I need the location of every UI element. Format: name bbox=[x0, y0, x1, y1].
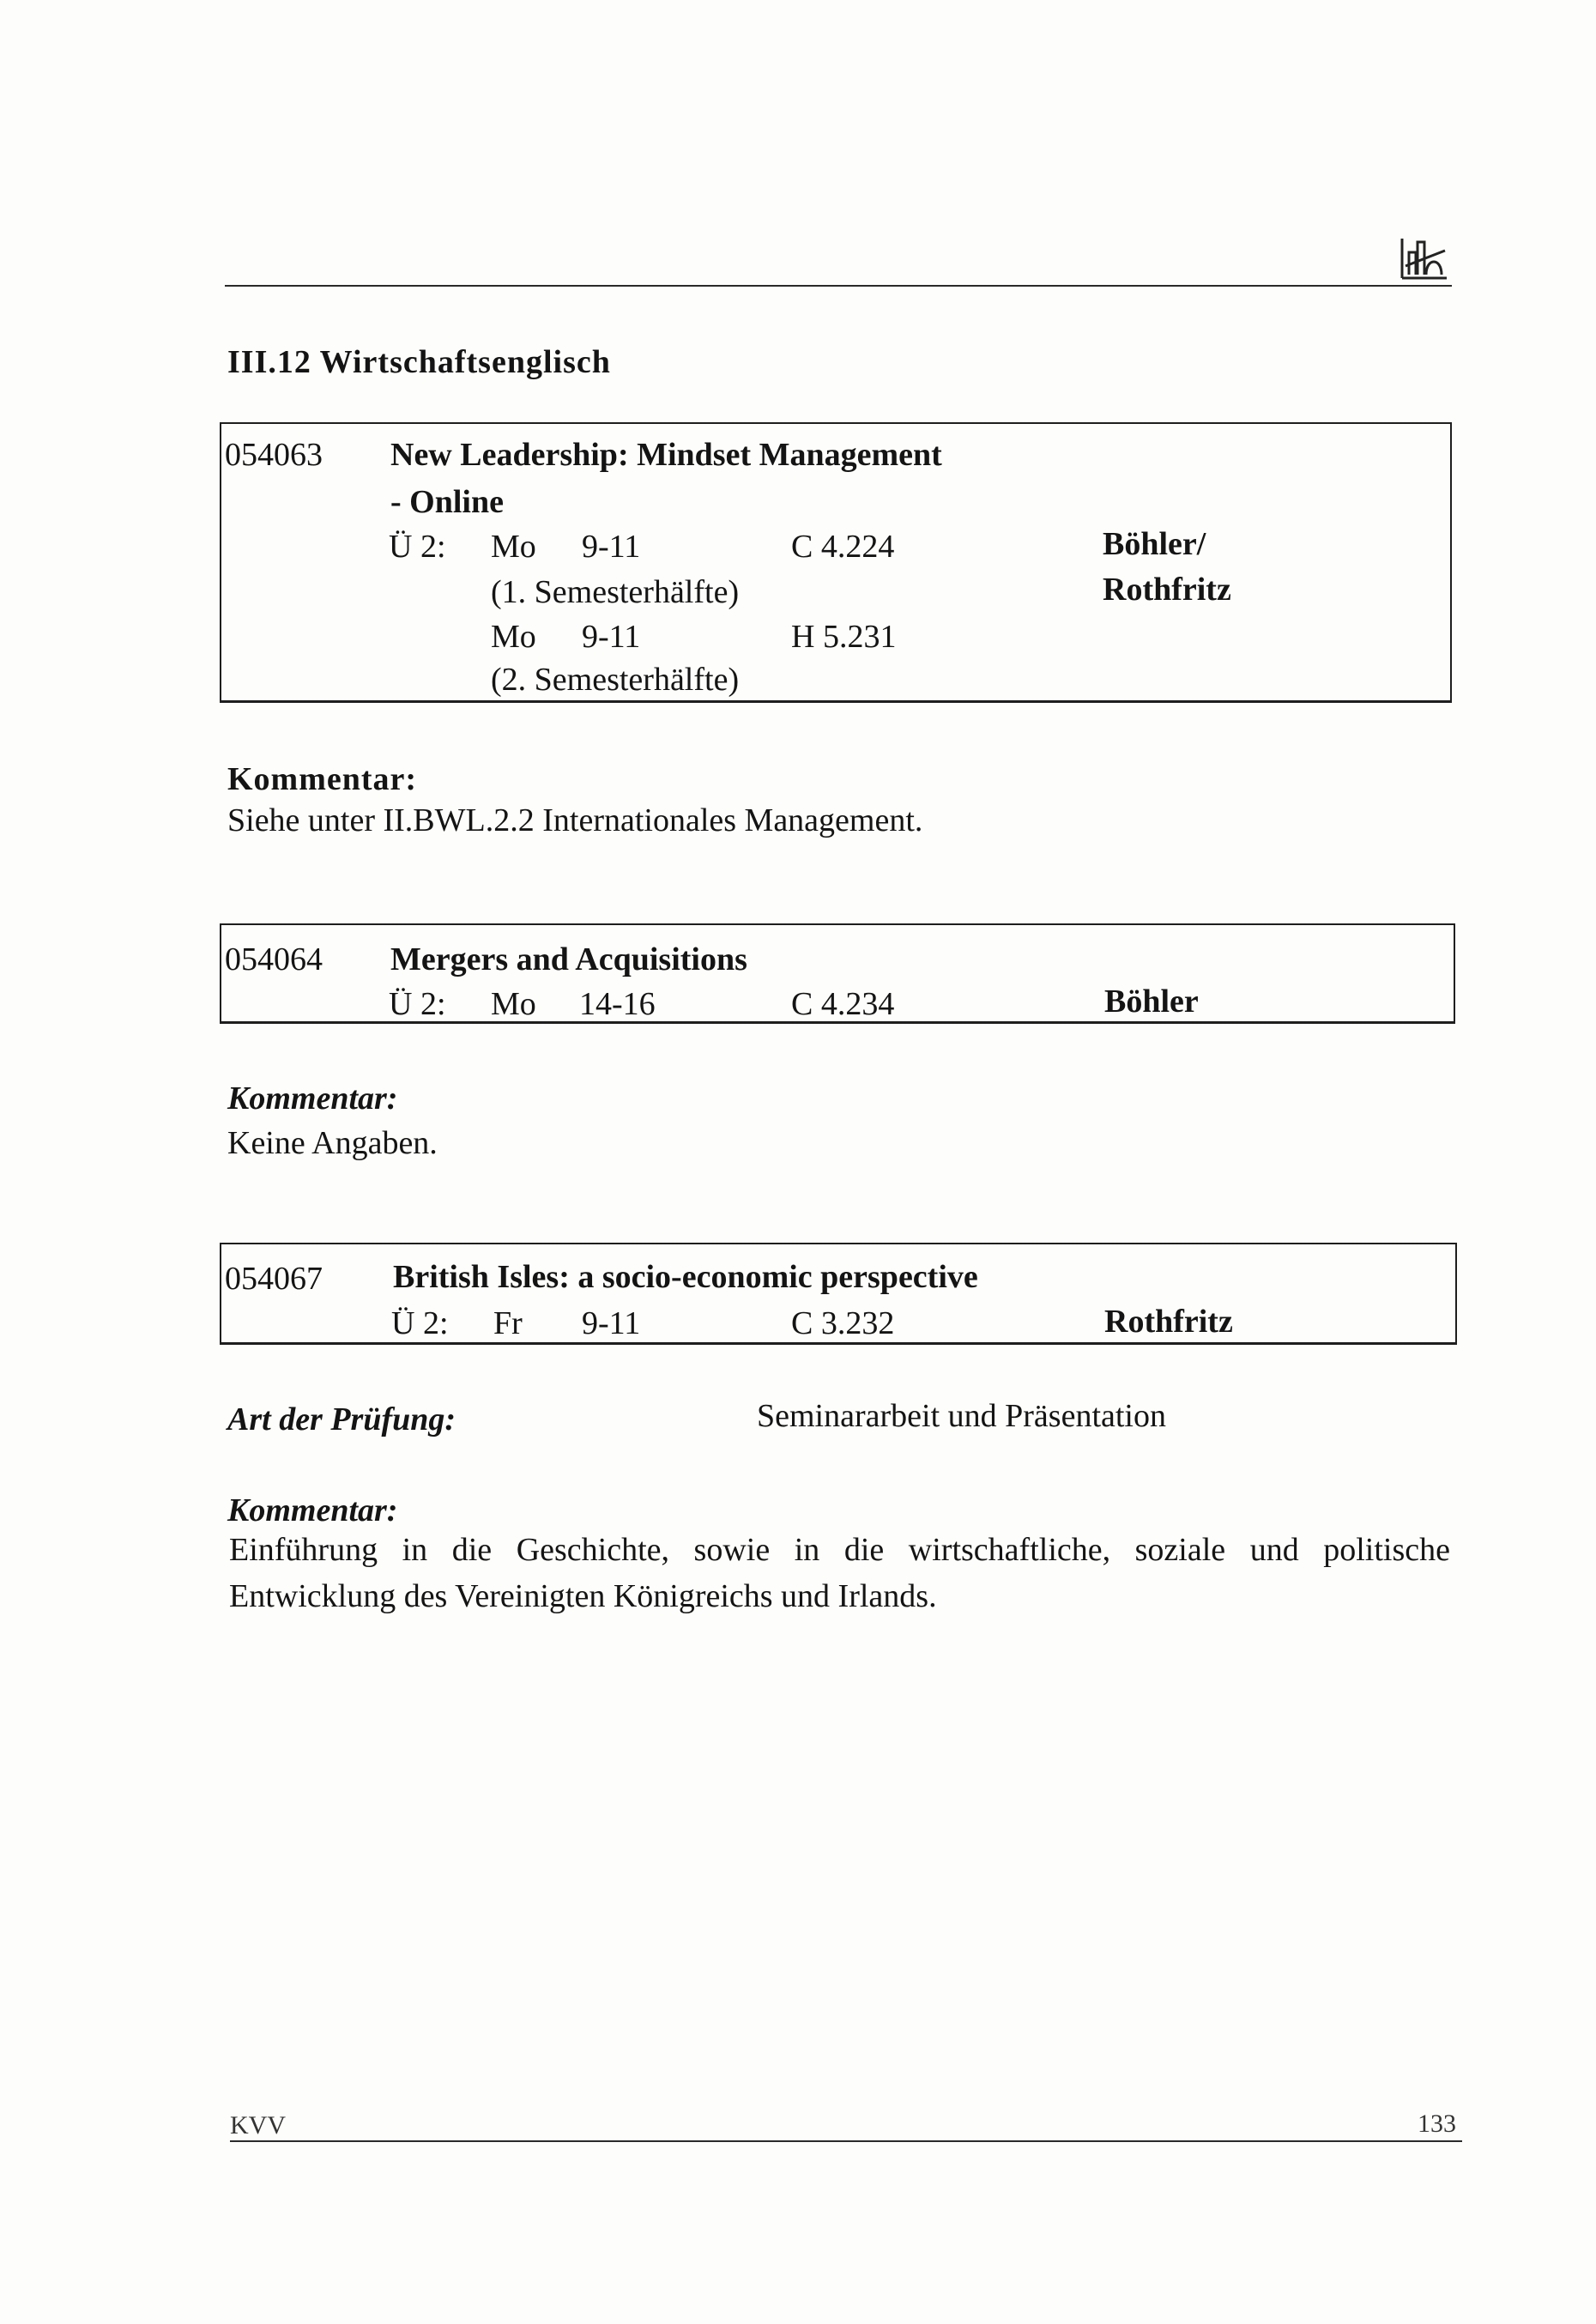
course-title: British Isles: a socio-economic perspective bbox=[393, 1259, 978, 1295]
session-note: (1. Semesterhälfte) bbox=[491, 574, 740, 610]
session-time: 9-11 bbox=[582, 619, 641, 655]
page-number: 133 bbox=[1418, 2109, 1456, 2138]
session-time: 9-11 bbox=[582, 529, 641, 565]
lecturer: Rothfritz bbox=[1103, 572, 1231, 608]
header-rule bbox=[225, 285, 1452, 287]
lecturer: Rothfritz bbox=[1104, 1304, 1233, 1340]
comment-label: Kommentar: bbox=[227, 1492, 398, 1528]
exam-label: Art der Prüfung: bbox=[227, 1401, 456, 1437]
course-title: New Leadership: Mindset Management bbox=[390, 437, 942, 473]
session-time: 14-16 bbox=[579, 986, 656, 1022]
session-day: Fr bbox=[493, 1305, 523, 1341]
comment-text: Einführung in die Geschichte, sowie in die wirtschaftliche, soziale und politische bbox=[229, 1532, 1450, 1568]
comment-label: Kommentar: bbox=[227, 761, 418, 797]
course-type: Ü 2: bbox=[389, 986, 446, 1022]
comment-text-cont: Entwicklung des Vereinigten Königreichs und Irlands. bbox=[229, 1578, 937, 1614]
session-time: 9-11 bbox=[582, 1305, 641, 1341]
session-room: H 5.231 bbox=[791, 619, 897, 655]
footer-rule bbox=[230, 2140, 1462, 2142]
session-day: Mo bbox=[491, 529, 536, 565]
session-note: (2. Semesterhälfte) bbox=[491, 662, 740, 698]
course-type: Ü 2: bbox=[391, 1305, 449, 1341]
lecturer: Böhler/ bbox=[1103, 526, 1206, 562]
comment-label: Kommentar: bbox=[227, 1080, 398, 1117]
course-title-cont: - Online bbox=[390, 484, 504, 520]
lecturer: Böhler bbox=[1104, 983, 1199, 1020]
course-type: Ü 2: bbox=[389, 529, 446, 565]
session-room: C 4.234 bbox=[791, 986, 895, 1022]
comment-text: Siehe unter II.BWL.2.2 Internationales Management. bbox=[227, 802, 923, 838]
session-day: Mo bbox=[491, 619, 536, 655]
section-title: III.12 Wirtschaftsenglisch bbox=[227, 344, 611, 380]
course-title: Mergers and Acquisitions bbox=[390, 941, 747, 977]
university-logo-icon bbox=[1397, 232, 1448, 283]
course-number: 054063 bbox=[225, 437, 323, 473]
course-number: 054064 bbox=[225, 941, 323, 977]
footer-label: KVV bbox=[230, 2111, 286, 2139]
session-day: Mo bbox=[491, 986, 536, 1022]
session-room: C 4.224 bbox=[791, 529, 895, 565]
comment-text: Keine Angaben. bbox=[227, 1125, 438, 1161]
session-room: C 3.232 bbox=[791, 1305, 895, 1341]
course-number: 054067 bbox=[225, 1261, 323, 1297]
exam-value: Seminararbeit und Präsentation bbox=[757, 1398, 1166, 1434]
